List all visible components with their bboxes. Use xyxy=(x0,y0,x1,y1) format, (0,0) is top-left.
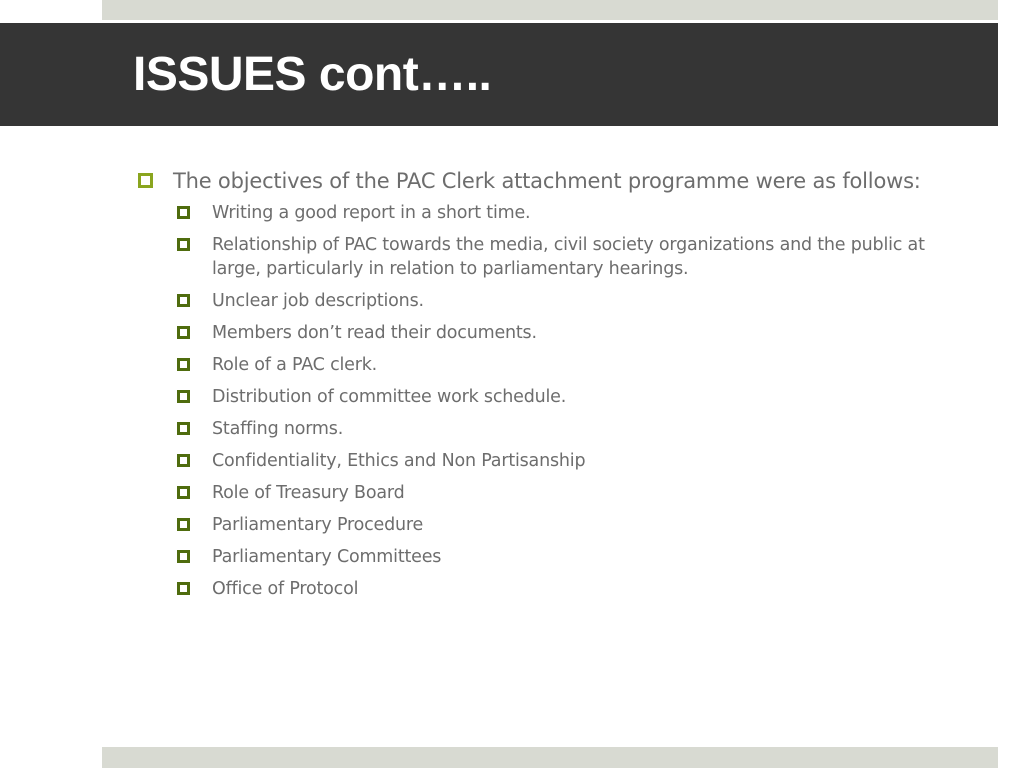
list-item-text: Distribution of committee work schedule. xyxy=(212,387,567,407)
list-item xyxy=(136,321,936,345)
list-item xyxy=(136,385,936,409)
objectives-list xyxy=(136,201,936,601)
list-item xyxy=(136,233,936,281)
square-bullet-icon xyxy=(177,422,190,435)
list-item-text: Parliamentary Committees xyxy=(212,547,442,567)
list-item xyxy=(136,513,936,537)
list-item xyxy=(136,545,936,569)
list-item xyxy=(136,353,936,377)
list-item-text: Role of a PAC clerk. xyxy=(212,355,378,375)
list-item xyxy=(136,201,936,225)
list-item-text: Members don’t read their documents. xyxy=(212,323,537,343)
list-item-text: Staffing norms. xyxy=(212,419,344,439)
list-item-text: Unclear job descriptions. xyxy=(212,291,424,311)
bottom-accent-strip xyxy=(102,747,998,768)
list-item xyxy=(136,481,936,505)
square-bullet-icon xyxy=(177,454,190,467)
list-item xyxy=(136,577,936,601)
square-bullet-icon xyxy=(177,486,190,499)
square-bullet-icon xyxy=(177,582,190,595)
list-item xyxy=(136,449,936,473)
intro-text: The objectives of the PAC Clerk attachment programme were as follows: xyxy=(173,169,921,193)
list-item-text: Relationship of PAC towards the media, civil society organizations and the public at large, particularly in relation to parliamentary hearings. xyxy=(212,235,925,279)
list-item-text: Writing a good report in a short time. xyxy=(212,203,531,223)
intro-bullet xyxy=(136,168,936,195)
square-bullet-icon xyxy=(177,358,190,371)
square-bullet-icon xyxy=(177,550,190,563)
square-bullet-icon xyxy=(177,326,190,339)
top-accent-strip xyxy=(102,0,998,20)
square-bullet-icon xyxy=(177,390,190,403)
list-item-text: Office of Protocol xyxy=(212,579,359,599)
square-bullet-icon xyxy=(177,206,190,219)
list-item xyxy=(136,417,936,441)
list-item-text: Parliamentary Procedure xyxy=(212,515,424,535)
square-bullet-icon xyxy=(138,173,153,188)
list-item xyxy=(136,289,936,313)
square-bullet-icon xyxy=(177,294,190,307)
slide-body xyxy=(136,168,936,609)
square-bullet-icon xyxy=(177,518,190,531)
square-bullet-icon xyxy=(177,238,190,251)
slide-title: ISSUES cont….. xyxy=(133,48,492,101)
list-item-text: Role of Treasury Board xyxy=(212,483,405,503)
list-item-text: Confidentiality, Ethics and Non Partisanship xyxy=(212,451,586,471)
